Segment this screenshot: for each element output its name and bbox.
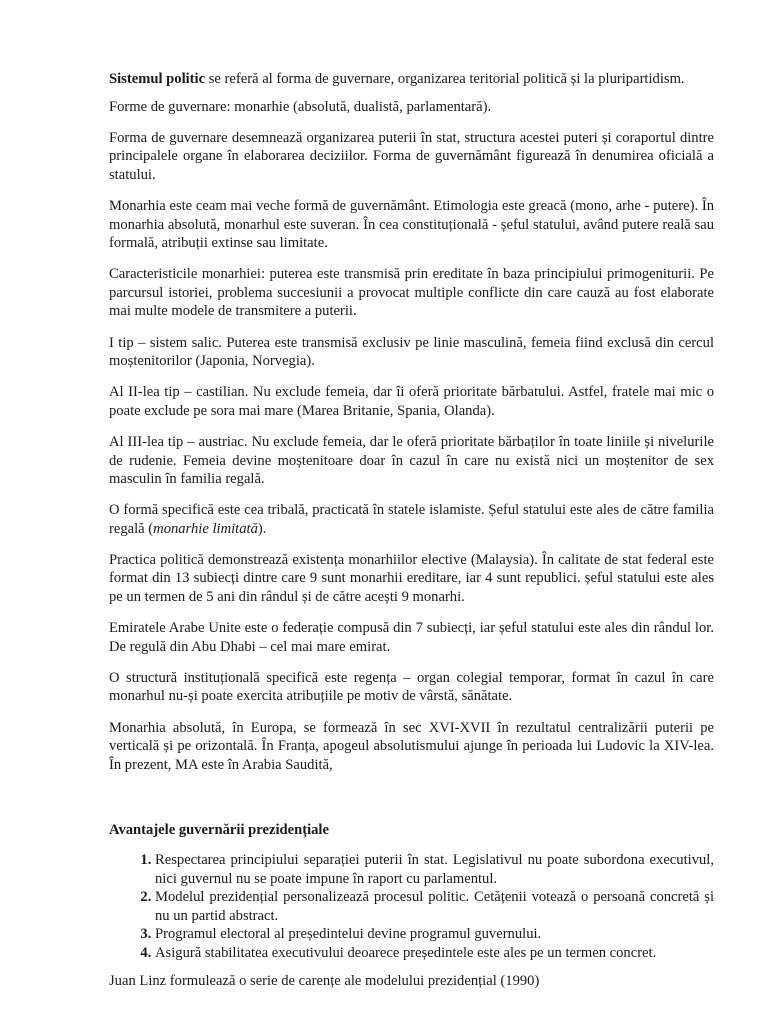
advantages-list xyxy=(109,851,714,963)
paragraph: Al II-lea tip – castilian. Nu exclude femeia, dar îi oferă prioritate bărbatului. Astfel, fratele mai mic o poate exclude pe sora mai mare (Marea Britanie, Spania, Olanda). xyxy=(109,384,714,419)
list-item: 2. Modelul prezidențial personalizează procesul politic. Cetățenii votează o persoană concretă și nu un partid abstract. xyxy=(155,888,714,925)
paragraph: Emiratele Arabe Unite este o federație compusă din 7 subiecți, iar șeful statului este ales din rândul lor. De regulă din Abu Dhabi – cel mai mare emirat. xyxy=(109,620,714,655)
intro-paragraph xyxy=(109,70,714,89)
tribal-text: O formă specifică este cea tribală, practicată în statele islamiste. Șeful statului este ales de către familia regală ( xyxy=(109,502,714,537)
list-item: 3. Programul electoral al președintelui devine programul guvernului. xyxy=(155,925,714,944)
tribal-text-end: ). xyxy=(257,520,267,537)
paragraph: Monarhia absolută, în Europa, se formează în sec XVI-XVII în rezultatul centralizării puterii pe verticală și pe orizontală. În Franța, apogeul absolutismului ajunge în perioada lui Ludovic la XIV-lea. În prezent, MA este în Arabia Saudită, xyxy=(109,719,714,773)
tribal-italic: monarhie limitată xyxy=(153,520,258,537)
document-page xyxy=(109,70,714,1004)
paragraph: Practica politică demonstrează existența monarhiilor elective (Malaysia). În calitate de stat federal este format din 13 subiecți dintre care 9 sunt monarhii ereditare, iar 4 sunt republici. șeful statului este ales pe un termen de 5 ani din rândul și de către acești 9 monarhi. xyxy=(109,551,714,606)
paragraph: I tip – sistem salic. Puterea este transmisă exclusiv pe linie masculină, femeia fiind exclusă din cercul moștenitorilor (Japonia, Norvegia). xyxy=(109,334,714,370)
paragraph: Caracteristicile monarhiei: puterea este transmisă prin ereditate în baza principiului primogeniturii. Pe parcursul istoriei, problema succesiunii a provocat multiple conflicte din care cauză au fost elaborate mai multe modele de transmitere a puterii. xyxy=(109,266,714,320)
paragraph: Forme de guvernare: monarhie (absolută, dualistă, parlamentară). xyxy=(109,98,492,115)
paragraph: O structură instituțională specifică este regența – organ colegial temporar, format în cazul în care monarhul nu-și poate exercita atribuțiile pe motiv de vârstă, sănătate. xyxy=(109,669,714,705)
final-paragraph: Juan Linz formulează o serie de carențe ale modelului prezidențial (1990) xyxy=(109,973,540,990)
paragraph: Forma de guvernare desemnează organizarea puterii în stat, structura acestei puteri și coraportul dintre principalele organe în elaborarea deciziilor. Forma de guvernământ figurează în denumirea oficială a statului. xyxy=(109,129,714,183)
tribal-paragraph xyxy=(109,501,714,538)
intro-text: se referă al forma de guvernare, organizarea teritorial politică și la pluripartidism. xyxy=(205,71,685,87)
section-title: Avantajele guvernării prezidențiale xyxy=(109,822,329,839)
paragraph: Monarhia este ceam mai veche formă de guvernământ. Etimologia este greacă (mono, arhe - putere). În monarhia absolută, monarhul este suveran. În cea constituțională - șeful statului, având putere reală sau formală, atribuții extinse sau limitate. xyxy=(109,197,714,252)
paragraph: Al III-lea tip – austriac. Nu exclude femeia, dar le oferă prioritate bărbaților în toate liniile și nivelurile de rudenie. Femeia devine moștenitoare doar în cazul în care nu există nici un moștenitor de sex masculin în familia regală. xyxy=(109,433,714,488)
list-item: 4. Asigură stabilitatea executivului deoarece președintele este ales pe un termen concret. xyxy=(155,944,714,963)
list-item: 1. Respectarea principiului separației puterii în stat. Legislativul nu poate subordona executivul, nici guvernul nu se poate impune în raport cu parlamentul. xyxy=(155,851,714,888)
intro-term: Sistemul politic xyxy=(109,71,206,87)
